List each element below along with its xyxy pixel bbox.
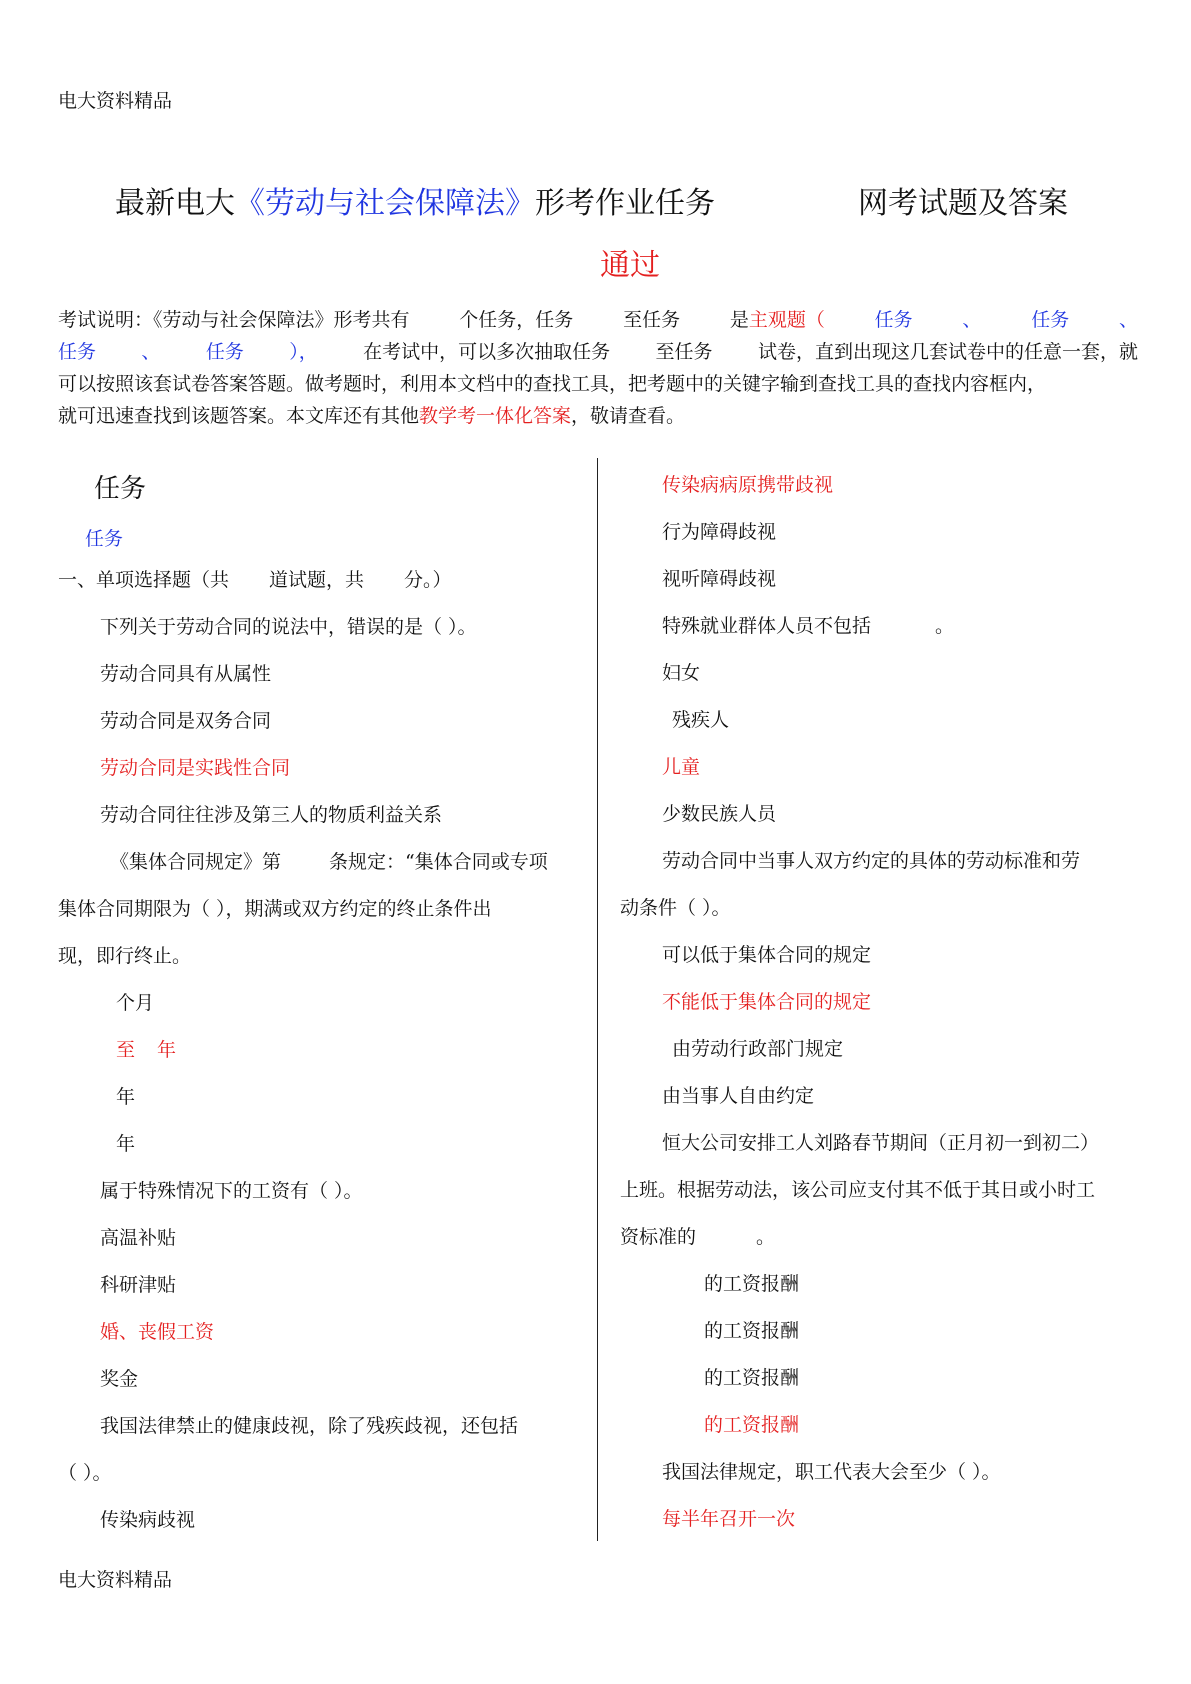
correct-option[interactable]: 不能低于集体合同的规定	[662, 991, 872, 1013]
intro-subjective: 主观题（	[748, 309, 825, 331]
correct-option[interactable]: 的工资报酬	[704, 1414, 800, 1436]
option-item[interactable]: 个月	[116, 992, 155, 1014]
question-part: 《集体合同规定》第	[110, 851, 282, 873]
question-part: 。	[935, 615, 955, 637]
question-text: 恒大公司安排工人刘路春节期间（正月初一到初二）	[662, 1132, 1100, 1154]
option-item[interactable]: 奖金	[100, 1368, 139, 1390]
option-item[interactable]: 高温补贴	[100, 1227, 177, 1249]
title-prefix: 最新电大	[115, 186, 235, 221]
intro-task-link[interactable]: 任务	[58, 341, 97, 363]
question-text: 上班。根据劳动法，该公司应支付其不低于其日或小时工	[620, 1179, 1096, 1201]
intro-text: 在考试中，可以多次抽取任务	[363, 341, 611, 363]
title-suffix: 形考作业任务	[535, 186, 715, 221]
intro-text: 可以按照该套试卷答案答题。做考题时，利用本文档中的查找工具，把考题中的关键字输到查找工具的查找内容框内，	[58, 373, 1047, 395]
page-footer: 电大资料精品	[58, 1569, 173, 1591]
intro-text: 就可迅速查找到该题答案。本文库还有其他	[58, 405, 420, 427]
option-item[interactable]: 妇女	[662, 662, 701, 684]
intro-task-link[interactable]: 任务	[205, 341, 244, 363]
correct-option[interactable]: 儿童	[662, 756, 701, 778]
intro-text: 试卷，直到出现这几套试卷中的任意一套，就	[757, 341, 1138, 363]
option-item[interactable]: 少数民族人员	[662, 803, 777, 825]
question-text: 下列关于劳动合同的说法中，错误的是（ ）。	[100, 616, 477, 638]
intro-line-2	[58, 336, 1138, 368]
intro-line-4	[58, 400, 1138, 432]
intro-task-link[interactable]: 任务	[874, 309, 913, 331]
option-item[interactable]: 的工资报酬	[704, 1320, 800, 1342]
intro-text: 是	[729, 309, 749, 331]
title-right: 网考试题及答案	[858, 186, 1068, 221]
option-item[interactable]: 劳动合同具有从属性	[100, 663, 272, 685]
question-text: （ ）。	[58, 1462, 112, 1484]
question-text	[110, 847, 548, 874]
option-item[interactable]: 科研津贴	[100, 1274, 177, 1296]
question-text	[620, 1222, 775, 1249]
question-text: 劳动合同中当事人双方约定的具体的劳动标准和劳	[662, 850, 1081, 872]
section-part: 一、单项选择题（共	[58, 569, 230, 591]
question-text: 现，即行终止。	[58, 945, 192, 967]
intro-separator: 、	[962, 309, 982, 331]
question-text: 集体合同期限为（ ），期满或双方约定的终止条件出	[58, 898, 492, 920]
section-heading	[58, 565, 452, 592]
section-part: 分。）	[404, 569, 452, 591]
intro-task-link[interactable]: 任务	[1031, 309, 1070, 331]
task-subheading[interactable]: 任务	[85, 528, 124, 550]
intro-line-1	[58, 304, 1138, 336]
correct-option[interactable]: 传染病病原携带歧视	[662, 474, 834, 496]
question-part: 条规定：“集体合同或专项	[329, 851, 548, 873]
question-text: 动条件（ ）。	[620, 897, 731, 919]
title-course: 《劳动与社会保障法》	[235, 186, 535, 221]
option-part: 至	[116, 1039, 136, 1061]
option-item[interactable]: 可以低于集体合同的规定	[662, 944, 872, 966]
option-item[interactable]: 视听障碍歧视	[662, 568, 777, 590]
document-title	[115, 178, 715, 222]
intro-text: 考试说明：《劳动与社会保障法》形考共有	[58, 309, 410, 331]
intro-text: 至任务	[623, 309, 681, 331]
section-part: 道试题，共	[269, 569, 365, 591]
option-item[interactable]: 由劳动行政部门规定	[672, 1038, 844, 1060]
intro-line-3	[58, 368, 1138, 400]
exam-instructions	[58, 304, 1138, 432]
intro-text: 个任务，任务	[459, 309, 574, 331]
option-part: 年	[157, 1039, 177, 1061]
question-text: 我国法律规定，职工代表大会至少（ ）。	[662, 1461, 1001, 1483]
intro-text: ，敬请查看。	[571, 405, 686, 427]
option-item[interactable]: 的工资报酬	[704, 1367, 800, 1389]
teaching-answers-link[interactable]: 教学考一体化答案	[419, 405, 572, 427]
column-divider	[597, 458, 598, 1541]
question-text	[662, 611, 954, 638]
question-part: 。	[756, 1226, 776, 1248]
question-part: 资标准的	[620, 1226, 697, 1248]
correct-option[interactable]: 劳动合同是实践性合同	[100, 757, 291, 779]
option-item[interactable]: 由当事人自由约定	[662, 1085, 815, 1107]
intro-text: 至任务	[655, 341, 713, 363]
page-header: 电大资料精品	[58, 90, 173, 112]
option-item[interactable]: 传染病歧视	[100, 1509, 196, 1531]
option-item[interactable]: 行为障碍歧视	[662, 521, 777, 543]
option-item[interactable]: 的工资报酬	[704, 1273, 800, 1295]
option-item[interactable]: 劳动合同往往涉及第三人的物质利益关系	[100, 804, 443, 826]
question-part: 特殊就业群体人员不包括	[662, 615, 872, 637]
correct-option[interactable]	[116, 1035, 176, 1062]
option-item[interactable]: 年	[116, 1133, 136, 1155]
option-item[interactable]: 年	[116, 1086, 136, 1108]
task-heading: 任务	[94, 474, 147, 504]
intro-close: ），	[289, 341, 318, 363]
question-text: 我国法律禁止的健康歧视，除了残疾歧视，还包括	[100, 1415, 519, 1437]
title-line2: 通过	[600, 248, 660, 283]
intro-separator: 、	[141, 341, 161, 363]
question-text: 属于特殊情况下的工资有（ ）。	[100, 1180, 363, 1202]
option-item[interactable]: 劳动合同是双务合同	[100, 710, 272, 732]
option-item[interactable]: 残疾人	[672, 709, 730, 731]
correct-option[interactable]: 每半年召开一次	[662, 1508, 796, 1530]
correct-option[interactable]: 婚、丧假工资	[100, 1321, 215, 1343]
intro-separator: 、	[1118, 309, 1138, 331]
